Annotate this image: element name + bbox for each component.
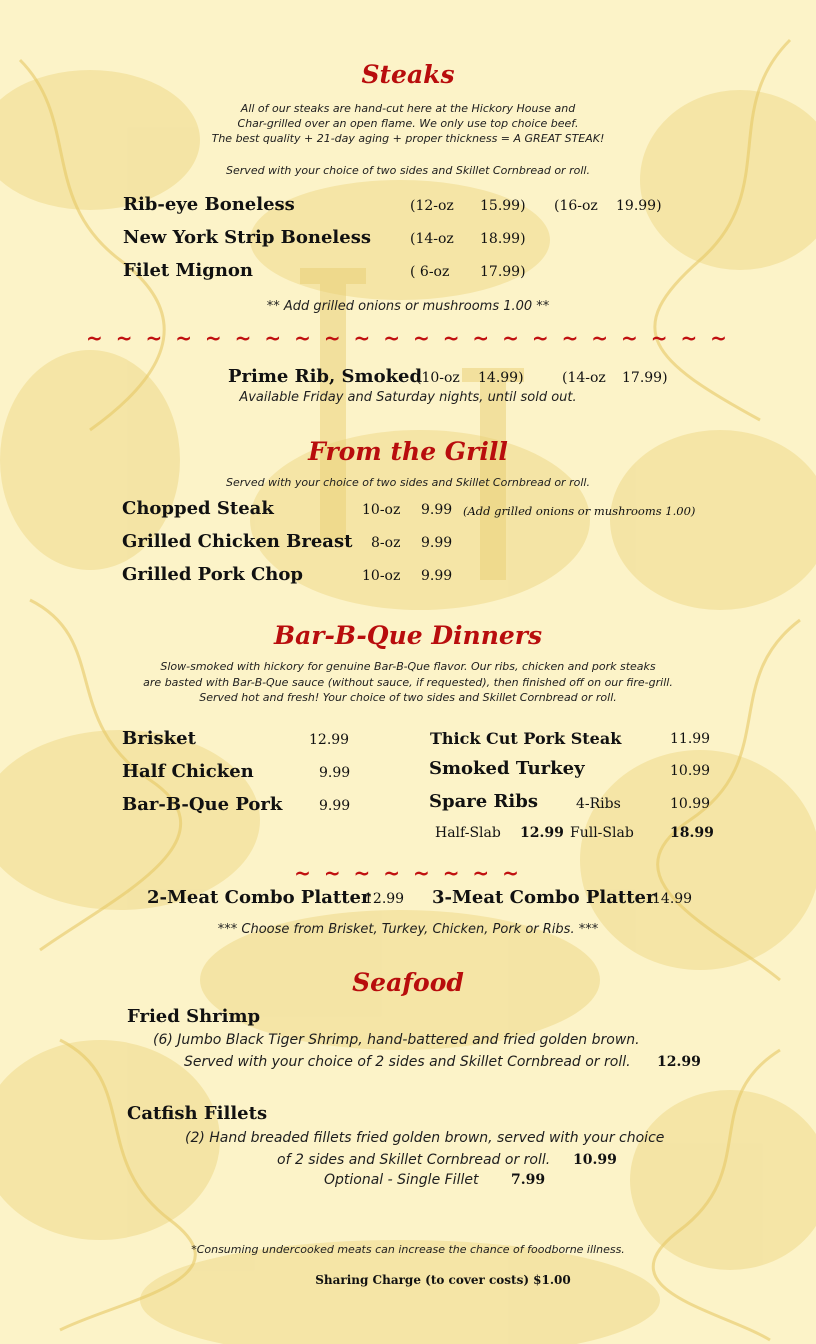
steaks-intro-line: All of our steaks are hand-cut here at the Hickory House and (240, 102, 576, 115)
prime-rib-name: Prime Rib, Smoked (228, 366, 423, 387)
menu-item-size: (16-oz (554, 198, 598, 214)
menu-item-price: 9.99 (319, 798, 351, 814)
menu-item-name: Rib-eye Boneless (123, 194, 295, 215)
section-divider: ~ ~ ~ ~ ~ ~ ~ ~ ~ ~ ~ ~ ~ ~ ~ ~ ~ ~ ~ ~ ~ ~ (86, 326, 730, 350)
menu-item-name: Chopped Steak (122, 498, 274, 519)
ribs-half-price: 12.99 (520, 825, 564, 841)
prime-rib-size: (14-oz (562, 370, 606, 386)
ribs-half-label: Half-Slab (435, 825, 501, 841)
combo-note: *** Choose from Brisket, Turkey, Chicken, Pork or Ribs. *** (217, 922, 599, 937)
menu-item-price: 10.99 (670, 763, 711, 779)
prime-rib-note: Available Friday and Saturday nights, until sold out. (239, 390, 577, 405)
prime-rib-price: 14.99) (478, 370, 524, 386)
combo-2-name: 2-Meat Combo Platter (147, 887, 371, 908)
grill-addon-note: (Add grilled onions or mushrooms 1.00) (463, 504, 696, 518)
menu-item-price: 9.99 (421, 535, 453, 551)
prime-rib-price: 17.99) (622, 370, 668, 386)
seafood-title: Seafood (352, 968, 464, 997)
grill-title: From the Grill (308, 437, 508, 466)
menu-item-price: 12.99 (657, 1054, 701, 1070)
menu-item-size: (12-oz (410, 198, 454, 214)
menu-item-price: 15.99) (480, 198, 526, 214)
menu-item-price: 11.99 (670, 731, 711, 747)
menu-item-price: 9.99 (421, 502, 453, 518)
menu-item-name: Grilled Pork Chop (122, 564, 303, 585)
menu-item-price: 9.99 (421, 568, 453, 584)
menu-item-name: Fried Shrimp (127, 1006, 261, 1027)
bbq-intro-line: are basted with Bar-B-Que sauce (without sauce, if requested), then finished off on our fire-grill. (143, 676, 673, 689)
menu-item-price: 10.99 (670, 796, 711, 812)
menu-item-price: 10.99 (573, 1152, 617, 1168)
menu-item-price: 18.99) (480, 231, 526, 247)
ribs-size-label: 4-Ribs (576, 796, 621, 812)
menu-item-name: Smoked Turkey (429, 758, 585, 779)
combo-3-name: 3-Meat Combo Platter (432, 887, 656, 908)
menu-item-size: ( 6-oz (410, 264, 450, 280)
bbq-intro-line: Served hot and fresh! Your choice of two sides and Skillet Cornbread or roll. (199, 691, 617, 704)
menu-item-size: 10-oz (362, 568, 401, 584)
menu-item-price: 9.99 (319, 765, 351, 781)
grill-intro: Served with your choice of two sides and Skillet Cornbread or roll. (226, 476, 590, 489)
ribs-full-price: 18.99 (670, 825, 714, 841)
food-safety-warning: *Consuming undercooked meats can increase the chance of foodborne illness. (191, 1243, 625, 1256)
catfish-optional-price: 7.99 (511, 1172, 546, 1188)
sharing-charge: Sharing Charge (to cover costs) $1.00 (315, 1273, 571, 1287)
menu-item-name: Spare Ribs (429, 791, 538, 812)
menu-item-size: 10-oz (362, 502, 401, 518)
section-divider: ~ ~ ~ ~ ~ ~ ~ ~ (294, 861, 522, 885)
menu-item-name: Grilled Chicken Breast (122, 531, 353, 552)
menu-item-name: Bar-B-Que Pork (122, 794, 283, 815)
bbq-title: Bar-B-Que Dinners (273, 621, 543, 650)
menu-item-name: Catfish Fillets (127, 1103, 268, 1124)
catfish-optional: Optional - Single Fillet (324, 1172, 479, 1188)
menu-item-size: (14-oz (410, 231, 454, 247)
menu-item-name: Filet Mignon (123, 260, 254, 281)
steaks-title: Steaks (361, 60, 455, 89)
combo-3-price: 14.99 (652, 891, 693, 907)
catfish-desc-line: of 2 sides and Skillet Cornbread or roll. (277, 1152, 551, 1168)
menu-item-price: 12.99 (309, 732, 350, 748)
menu-item-name: Brisket (122, 728, 196, 749)
steaks-intro-line: Served with your choice of two sides and Skillet Cornbread or roll. (226, 164, 590, 177)
shrimp-desc-line: (6) Jumbo Black Tiger Shrimp, hand-battered and fried golden brown. (153, 1032, 640, 1048)
steaks-intro-line: Char-grilled over an open flame. We only use top choice beef. (237, 117, 579, 130)
menu-item-name: New York Strip Boneless (123, 227, 371, 248)
menu-item-name: Thick Cut Pork Steak (430, 729, 622, 748)
steaks-intro-line: The best quality + 21-day aging + proper thickness = A GREAT STEAK! (211, 132, 605, 145)
bbq-intro-line: Slow-smoked with hickory for genuine Bar-B-Que flavor. Our ribs, chicken and pork steaks (160, 660, 656, 673)
prime-rib-size: (10-oz (416, 370, 460, 386)
combo-2-price: 12.99 (364, 891, 405, 907)
menu-item-name: Half Chicken (122, 761, 254, 782)
menu-item-price: 17.99) (480, 264, 526, 280)
catfish-desc-line: (2) Hand breaded fillets fried golden brown, served with your choice (185, 1130, 665, 1146)
menu-item-size: 8-oz (371, 535, 401, 551)
steaks-addon-note: ** Add grilled onions or mushrooms 1.00 ** (266, 299, 550, 314)
menu-item-price: 19.99) (616, 198, 662, 214)
ribs-full-label: Full-Slab (570, 825, 634, 841)
shrimp-desc-line: Served with your choice of 2 sides and Skillet Cornbread or roll. (184, 1054, 631, 1070)
